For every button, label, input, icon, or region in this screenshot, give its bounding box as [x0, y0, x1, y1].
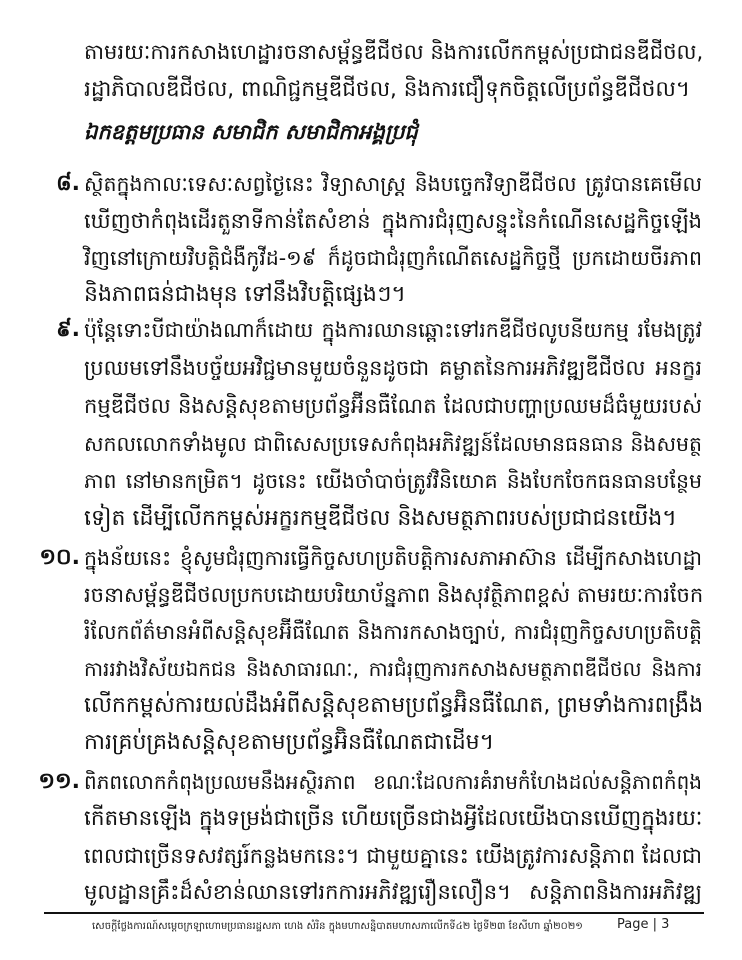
paragraph-line: ការគ្រប់គ្រងសន្តិសុខតាមប្រព័ន្ធអ៊ិនធឺណែតជាដើម។: [84, 730, 495, 755]
paragraph-line: ក្នុងន័យនេះ ខ្ញុំសូមជំរុញការធ្វើកិច្ចសហប្រតិបត្តិការសភាអាស៊ាន ដើម្បីកសាងហេដ្ឋា: [84, 546, 702, 570]
section-heading: ឯកឧត្តមប្រធាន សមាជិក សមាជិកាអង្គប្រជុំ: [84, 120, 418, 144]
paragraph-line: ភាព នៅមានកម្រិត។ ដូចនេះ យើងចាំបាច់ត្រូវវិនិយោគ និងបែកចែកធនធានបន្ថែម: [84, 469, 702, 493]
paragraph-number: ៨.: [56, 171, 80, 196]
page-number: Page | 3: [617, 917, 670, 932]
paragraph-line: រំលែកព័ត៌មានអំពីសន្តិសុខអ៊ីធឺណែត និងការកសាងច្បាប់, ការជំរុញកិច្ចសហប្រតិបត្តិ: [84, 620, 702, 644]
paragraph-line: ទៀត ដើម្បីលើកកម្ពស់អក្ខរកម្មឌីជីថល និងសមត្ថភាពរបស់ប្រជាជនយើង។: [84, 506, 677, 531]
paragraph-number: ១០.: [39, 545, 80, 570]
footer-divider: [44, 912, 704, 914]
paragraph-line: ស្ថិតក្នុងកាលៈទេសៈសព្វថ្ងៃនេះ វិទ្យាសាស្ត្រ និងបច្ចេកវិទ្យាឌីជីថល ត្រូវបានគេមើល: [84, 172, 702, 196]
paragraph-number: ៩.: [56, 317, 80, 342]
paragraph-line: ប្រឈមទៅនឹងបច្ច័យអវិជ្ជមានមួយចំនួនដូចជា គម្លាតនៃការអភិវឌ្ឍឌីជីថល អនក្ខរ: [84, 356, 702, 380]
paragraph-line: មូលដ្ឋានគ្រឹះដ៏សំខាន់ឈានទៅរកការអភិវឌ្ឍរឿនលឿន។ សន្តិភាពនិងការអភិវឌ្ឍ: [84, 880, 702, 904]
paragraph-line: កម្មឌីជីថល និងសន្តិសុខតាមប្រព័ន្ធអ៊ីនធឺណែត ដែលជាបញ្ហាប្រឈមដ៏ធំមួយរបស់: [84, 394, 702, 418]
paragraph-line: រចនាសម្ព័ន្ធឌីជីថលប្រកបដោយបរិយាប័ន្នភាព និងសុវត្ថិភាពខ្ពស់ តាមរយៈការចែក: [84, 583, 704, 607]
paragraph-line: ពិភពលោកកំពុងប្រឈមនឹងអស្ថិរភាព ខណៈដែលការគំរាមកំហែងដល់សន្តិភាពកំពុង: [84, 770, 702, 794]
paragraph-line: និងភាពធន់ជាងមុន ទៅនឹងវិបត្តិផ្សេងៗ។: [84, 282, 406, 307]
paragraph-line: សកលលោកទាំងមូល ជាពិសេសប្រទេសកំពុងអភិវឌ្ឍន៍ដែលមានធនធាន និងសមត្ថ: [84, 432, 702, 456]
intro-line-1: តាមរយៈការកសាងហេដ្ឋារចនាសម្ព័ន្ធឌីជីថល និងការលើកកម្ពស់ប្រជាជនឌីជីថល,: [84, 40, 704, 64]
paragraph-number: ១១.: [38, 769, 80, 794]
paragraph-line: កើតមានឡើង ក្នុងទម្រង់ជាច្រើន ហើយច្រើនជាងអ្វីដែលយើងបានឃើញក្នុងរយៈ: [84, 806, 703, 831]
paragraph-line: ពេលជាច្រើនទសវត្សរ៍កន្លងមកនេះ។ ជាមួយគ្នានេះ យើងត្រូវការសន្តិភាព ដែលជា: [84, 844, 702, 868]
paragraph-line: ឃើញថាកំពុងដើរតួនាទីកាន់តែសំខាន់ ក្នុងការជំរុញសន្ទុះនៃកំណើនសេដ្ឋកិច្ចឡើង: [84, 209, 702, 233]
paragraph-line: ការរវាងវិស័យឯកជន និងសាធារណៈ, ការជំរុញការកសាងសមត្ថភាពឌីជីថល និងការ: [84, 657, 702, 681]
paragraph-line: ប៉ុន្តែទោះបីជាយ៉ាងណាក៏ដោយ ក្នុងការឈានឆ្ពោះទៅរកឌីជីថលូបនីយកម្ម រមែងត្រូវ: [84, 318, 702, 342]
paragraph-line: វិញនៅក្រោយវិបត្តិជំងឺកូវីដ-១៩ ក៏ដូចជាជំរុញកំណើតសេដ្ឋកិច្ចថ្មី ប្រកដោយចីរភាព: [84, 246, 702, 270]
paragraph-line: លើកកម្ពស់ការយល់ដឹងអំពីសន្តិសុខតាមប្រព័ន្ធអ៊ិនធឺណែត, ព្រមទាំងការពង្រឹង: [84, 693, 704, 718]
footer-caption: សេចក្តីថ្លែងការណ៍សម្តេចក្រឡាហោមប្រធានរដ្ឋសភា ហេង សំរិន ក្នុងមហាសន្និបាតមហាសភាលើកទី៤២ ថ្ងៃទី២៣ ខែសីហា ឆ្នាំ២០២១: [92, 921, 583, 932]
intro-line-2: រដ្ឋាភិបាលឌីជីថល, ពាណិជ្ជកម្មឌីជីថល, និងការជឿទុកចិត្តលើប្រព័ន្ធឌីជីថល។: [84, 77, 690, 102]
